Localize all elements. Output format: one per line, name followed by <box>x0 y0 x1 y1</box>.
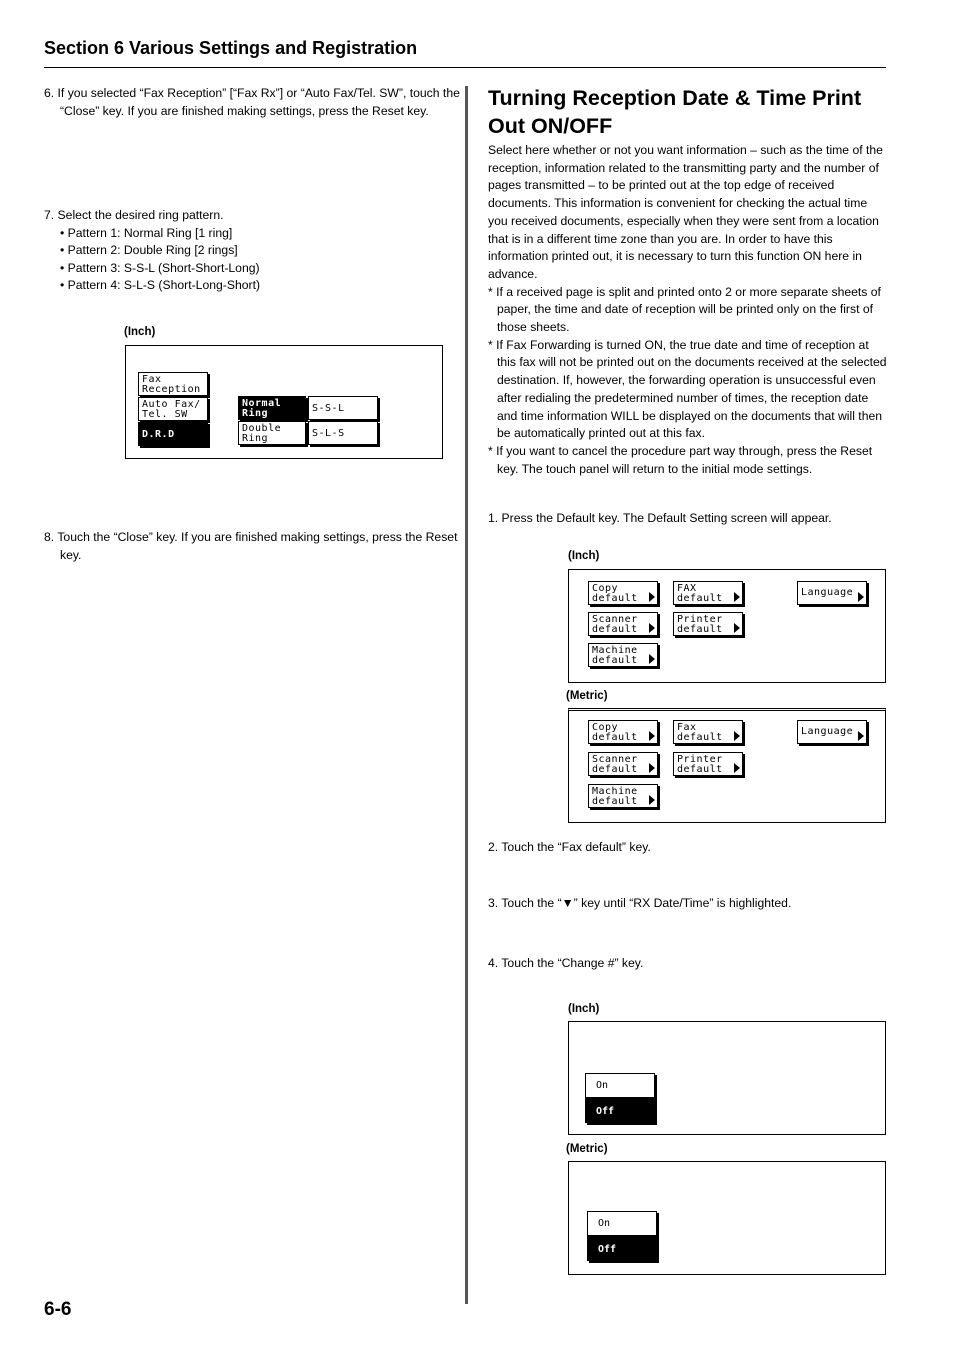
printer-default-key[interactable] <box>673 752 743 776</box>
step-7 <box>44 207 449 295</box>
normal-ring-key[interactable]: Normal Ring <box>238 396 306 420</box>
copy-default-key[interactable] <box>588 720 658 744</box>
step-4: 4. Touch the “Change #” key. <box>488 956 644 970</box>
copy-default-label: Copy default <box>592 722 638 743</box>
intro-block <box>488 142 888 478</box>
arrow-right-icon <box>734 592 740 602</box>
machine-default-label: Machine default <box>592 786 638 807</box>
language-label: Language <box>801 587 854 598</box>
ssl-key[interactable]: S-S-L <box>308 396 378 420</box>
section-header: Section 6 Various Settings and Registration <box>44 38 418 58</box>
pattern-3: • Pattern 3: S-S-L (Short-Short-Long) <box>60 260 260 275</box>
arrow-right-icon <box>734 731 740 741</box>
page-title: Turning Reception Date & Time Print Out ON/OFF <box>488 86 862 138</box>
language-key[interactable] <box>797 720 867 744</box>
printer-default-key[interactable] <box>673 612 743 636</box>
onoff-panel-metric <box>568 1161 886 1275</box>
step-7-text: 7. Select the desired ring pattern. <box>44 208 224 222</box>
pattern-1: • Pattern 1: Normal Ring [1 ring] <box>60 225 233 240</box>
step-8: 8. Touch the “Close” key. If you are finished making settings, press the Reset key. <box>44 530 458 562</box>
language-key[interactable] <box>797 581 867 605</box>
ring-panel-label: (Inch) <box>124 326 156 338</box>
pattern-4: • Pattern 4: S-L-S (Short-Long-Short) <box>60 278 261 293</box>
arrow-right-icon <box>649 795 655 805</box>
off-option[interactable]: Off <box>586 1098 654 1122</box>
arrow-right-icon <box>734 623 740 633</box>
fax-reception-key[interactable]: Fax Reception <box>138 372 208 396</box>
step-3: 3. Touch the “▼” key until “RX Date/Time” is highlighted. <box>488 896 792 910</box>
default-panel-metric <box>568 708 886 823</box>
arrow-right-icon <box>649 654 655 664</box>
scanner-default-label: Scanner default <box>592 754 638 775</box>
intro-paragraph: Select here whether or not you want information – such as the time of the reception, information related to the transmitting party and the number of pages transmitted – to be printed out at the top edge of received documents. This information is convenient for checking the actual time you received documents, especially when they were sent from a location that is in a different time zone than you are. In order to have this information printed out, it is necessary to turn this function ON here in advance. <box>488 143 883 281</box>
step-6: 6. If you selected “Fax Reception” [“Fax Rx”] or “Auto Fax/Tel. SW”, touch the “Close” key. If you are finished making settings, press the Reset key. <box>44 86 460 118</box>
off-option[interactable]: Off <box>588 1236 656 1260</box>
machine-default-key[interactable] <box>588 643 658 667</box>
arrow-right-icon <box>649 592 655 602</box>
sls-key[interactable]: S-L-S <box>308 421 378 445</box>
step-1: 1. Press the Default key. The Default Setting screen will appear. <box>488 511 832 525</box>
note-1: * If a received page is split and printed onto 2 or more separate sheets of paper, the time and date of reception will be printed only on the first of those sheets. <box>488 284 881 335</box>
fax-default-label: Fax default <box>677 722 723 743</box>
machine-default-key[interactable] <box>588 784 658 808</box>
pattern-2: • Pattern 2: Double Ring [2 rings] <box>60 243 238 258</box>
page-number: 6-6 <box>44 1299 72 1320</box>
language-label: Language <box>801 726 854 737</box>
scanner-default-key[interactable] <box>588 612 658 636</box>
fax-default-label: FAX default <box>677 583 723 604</box>
note-3: * If you want to cancel the procedure part way through, press the Reset key. The touch panel will return to the initial mode settings. <box>488 443 873 476</box>
default-inch-label: (Inch) <box>568 550 600 562</box>
arrow-right-icon <box>649 763 655 773</box>
fax-default-key[interactable] <box>673 720 743 744</box>
onoff-panel-inch <box>568 1021 886 1135</box>
auto-fax-tel-sw-key[interactable]: Auto Fax/ Tel. SW <box>138 397 208 421</box>
column-divider <box>465 86 468 1304</box>
on-option[interactable]: On <box>588 1212 656 1236</box>
arrow-right-icon <box>649 623 655 633</box>
onoff-inch-label: (Inch) <box>568 1003 600 1015</box>
onoff-metric-label: (Metric) <box>566 1143 608 1155</box>
copy-default-key[interactable] <box>588 581 658 605</box>
printer-default-label: Printer default <box>677 754 723 775</box>
arrow-right-icon <box>734 763 740 773</box>
on-option[interactable]: On <box>586 1074 654 1098</box>
header-rule <box>44 67 886 68</box>
onoff-selector <box>585 1073 655 1123</box>
copy-default-label: Copy default <box>592 583 638 604</box>
arrow-right-icon <box>649 731 655 741</box>
default-metric-label: (Metric) <box>566 690 608 702</box>
fax-default-key[interactable] <box>673 581 743 605</box>
double-ring-key[interactable]: Double Ring <box>238 421 306 445</box>
arrow-right-icon <box>858 731 864 741</box>
machine-default-label: Machine default <box>592 645 638 666</box>
printer-default-label: Printer default <box>677 614 723 635</box>
step-2: 2. Touch the “Fax default” key. <box>488 840 651 854</box>
arrow-right-icon <box>858 592 864 602</box>
ring-pattern-panel <box>125 345 443 459</box>
onoff-selector <box>587 1211 657 1261</box>
note-2: * If Fax Forwarding is turned ON, the true date and time of reception at this fax will not be printed out on the documents received at the selected destination. If, however, the forwarding operation is unsuccessful even after redialing the predetermined number of times, the reception date and time information WILL be displayed on the documents that will then be automatically printed out at this fax. <box>488 337 887 441</box>
default-panel-inch <box>568 569 886 683</box>
scanner-default-key[interactable] <box>588 752 658 776</box>
scanner-default-label: Scanner default <box>592 614 638 635</box>
drd-key[interactable]: D.R.D <box>138 422 208 446</box>
